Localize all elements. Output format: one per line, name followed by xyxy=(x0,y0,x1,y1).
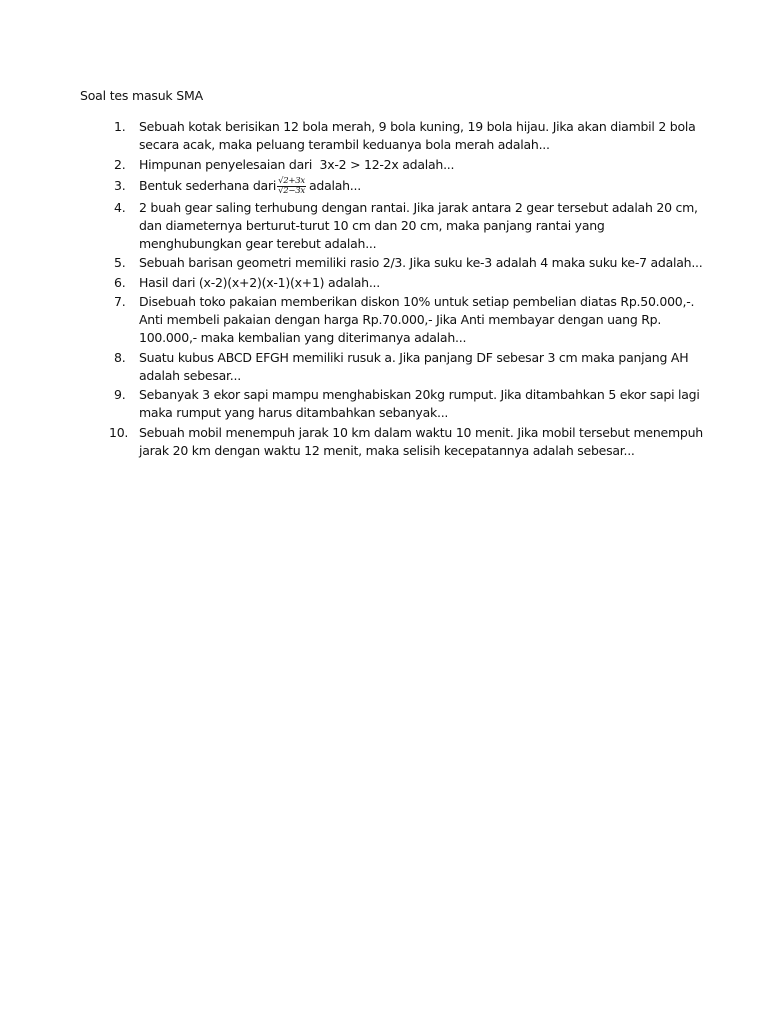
question-text xyxy=(139,175,704,197)
question-number: 2. xyxy=(114,156,126,172)
question-text: Sebanyak 3 ekor sapi mampu menghabiskan 20kg rumput. Jika ditambahkan 5 ekor sapi lagi maka rumput yang harus ditambahkan sebanyak... xyxy=(139,387,700,420)
question-text-after: adalah... xyxy=(308,178,361,193)
question-text: 2 buah gear saling terhubung dengan rantai. Jika jarak antara 2 gear tersebut adalah 20 cm, dan diameternya berturut-turut 10 cm dan 20 cm, maka panjang rantai yang menghubungkan gear terebut adalah... xyxy=(139,199,698,251)
question-number: 1. xyxy=(114,119,126,134)
question-item-2 xyxy=(114,156,704,174)
question-text: Suatu kubus ABCD EFGH memiliki rusuk a. Jika panjang DF sebesar 3 cm maka panjang AH adalah sebesar... xyxy=(139,349,689,383)
question-text: Hasil dari (x-2)(x+2)(x-1)(x+1) adalah... xyxy=(139,274,381,290)
document-title: Soal tes masuk SMA xyxy=(80,88,203,103)
question-item-7 xyxy=(114,293,704,347)
question-item-8 xyxy=(114,349,704,385)
question-item-9 xyxy=(114,386,704,422)
question-number: 6. xyxy=(114,274,126,290)
question-number: 5. xyxy=(114,255,126,270)
fraction-numerator: √2+3x xyxy=(278,175,305,186)
question-number: 10. xyxy=(109,424,129,440)
question-item-6 xyxy=(114,274,704,292)
question-item-1 xyxy=(114,118,704,154)
question-item-10 xyxy=(109,424,704,460)
question-text: Disebuah toko pakaian memberikan diskon 10% untuk setiap pembelian diatas Rp.50.000,-. Anti membeli pakaian dengan harga Rp.70.000,- Jika Anti membayar dengan uang Rp. 100.000,- maka kembalian yang diterimanya adalah... xyxy=(139,294,695,345)
question-list xyxy=(109,118,704,461)
question-number: 3. xyxy=(114,178,126,193)
question-text-before: Bentuk sederhana dari xyxy=(139,178,277,193)
question-text: Himpunan penyelesaian dari 3x-2 > 12-2x adalah... xyxy=(139,156,455,172)
question-item-5 xyxy=(114,254,704,272)
question-text: Sebuah kotak berisikan 12 bola merah, 9 bola kuning, 19 bola hijau. Jika akan diambil 2 bola secara acak, maka peluang terambil keduanya bola merah adalah... xyxy=(139,119,696,152)
question-number: 7. xyxy=(114,294,126,309)
question-item-3 xyxy=(114,175,704,197)
question-number: 9. xyxy=(114,387,126,402)
question-text: Sebuah mobil menempuh jarak 10 km dalam waktu 10 menit. Jika mobil tersebut menempuh jarak 20 km dengan waktu 12 menit, maka selisih kecepatannya adalah sebesar... xyxy=(139,424,703,458)
fraction xyxy=(277,177,306,196)
fraction-denominator: √2−3x xyxy=(278,185,305,196)
question-number: 4. xyxy=(114,199,126,215)
question-text: Sebuah barisan geometri memiliki rasio 2/3. Jika suku ke-3 adalah 4 maka suku ke-7 adalah... xyxy=(139,255,703,270)
question-number: 8. xyxy=(114,349,126,365)
question-item-4 xyxy=(114,199,704,253)
